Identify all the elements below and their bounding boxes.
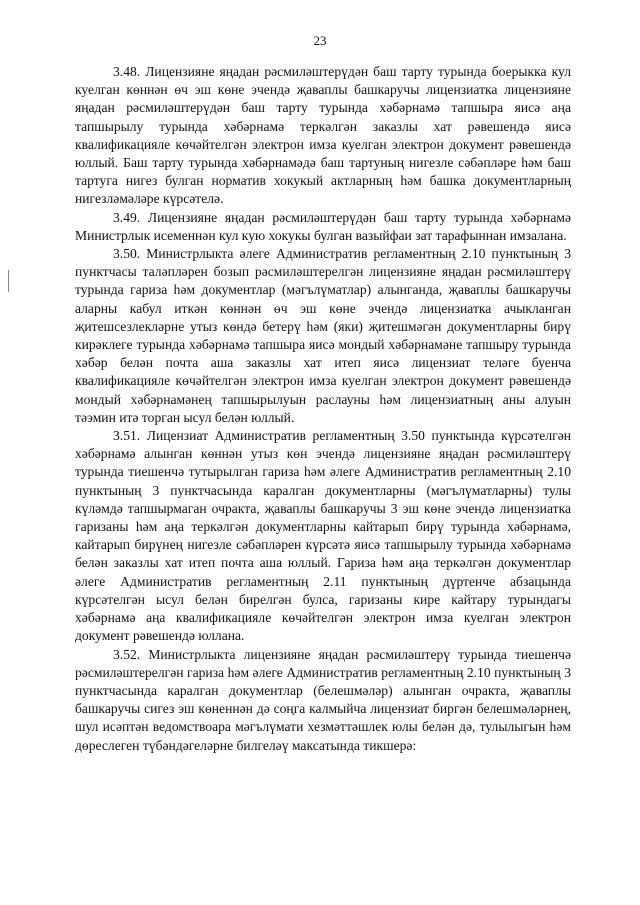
margin-mark (8, 270, 9, 292)
page-number: 23 (313, 33, 327, 48)
document-body (75, 63, 571, 755)
paragraph-3-50: 3.50. Министрлыкта әлеге Административ регламентның 2.10 пунктының 3 пунктчасы таләпләрен бозып рәсмиләштерелгән лицензияне яңадан рәсмиләштерү турында гариза һәм документлар (мәгълүматлар) алынганда, җаваплы башкаручы аларны кабул иткән көннән өч эш көне эчендә лицензиатка ачыкланган җитешсезлекләрне утыз көндә бетерү һәм (яки) җитешмәгән документларны бирү кирәклеге турында хәбәрнамә тапшыра яисә мондый хәбәрнамәне тапшыру турында хәбәр белән почта аша заказлы хат итеп яисә лицензиат теләге буенча квалификацияле көчәйтелгән электрон имза куелган электрон документ рәвешендә мондый хәбәрнамәнең тапшырылуын раслауны һәм лицензиатның аны алуын тәэмин итә торган ысул белән юллый. (75, 246, 571, 425)
paragraph-3-49: 3.49. Лицензияне яңадан рәсмиләштерүдән баш тарту турында хәбәрнамә Министрлык исеменнән кул кую хокукы булган вазыйфаи зат тарафыннан имзалана. (75, 209, 571, 243)
paragraph-3-51: 3.51. Лицензиат Административ регламентның 3.50 пунктында күрсәтелгән хәбәрнамә алынган көннән утыз көн эчендә лицензияне яңадан рәсмиләштерү турында тиешенчә тутырылган гариза һәм әлеге Административ регламентның 2.10 пунктының 3 пунктчасында каралган документларны (мәгълүматларны) тулы күләмдә тапшырмаган очракта, җаваплы башкаручы 3 эш көне эчендә лицензиатка гаризаны һәм аңа теркәлгән документларны кайтарып бирү турында хәбәрнамә, кайтарып бирүнең нигезле сәбәпләрен күрсәтә яисә тапшырылу турында хәбәрнамә белән заказлы хат итеп почта аша юллый. Гариза һәм аңа теркәлгән документлар әлеге Административ регламентның 2.11 пунктының дүртенче абзацында күрсәтелгән ысул белән бирелгән булса, гаризаны кире кайтару турындагы хәбәрнамә аңа квалификацияле көчәйтелгән электрон имза куелган электрон документ рәвешендә юллана. (75, 428, 571, 644)
paragraph-3-48: 3.48. Лицензияне яңадан рәсмиләштерүдән баш тарту турында боерыкка кул куелган көннән өч эш көне эчендә җаваплы башкаручы лицензиатка лицензияне яңадан рәсмиләштерүдән баш тарту турында хәбәрнамә тапшыра яисә аңа тапшырылу турында хәбәрнамә теркәлгән заказлы хат рәвешендә яисә квалификацияле көчәйтелгән электрон имза куелган электрон документ рәвешендә юллый. Баш тарту турында хәбәрнамәдә баш тартуның нигезле сәбәпләре һәм баш тартуга нигез булган норматив хокукый актларның һәм башка документларның нигезләмәләре күрсәтелә. (75, 64, 571, 207)
paragraph-3-52: 3.52. Министрлыкта лицензияне яңадан рәсмиләштерү турында тиешенчә рәсмиләштерелгән гариза һәм әлеге Административ регламентның 2.10 пунктының 3 пунктчасында каралган документлар (белешмәләр) алынган очракта, җаваплы башкаручы сигез эш көненнән дә соңга калмыйча лицензиат биргән белешмәләрнең, шул исәптән ведомствоара мәгълүмати хезмәттәшлек юлы белән дә, тулылыгын һәм дөреслеген түбәндәгеләрне билгеләү максатында тикшерә: (75, 646, 571, 753)
